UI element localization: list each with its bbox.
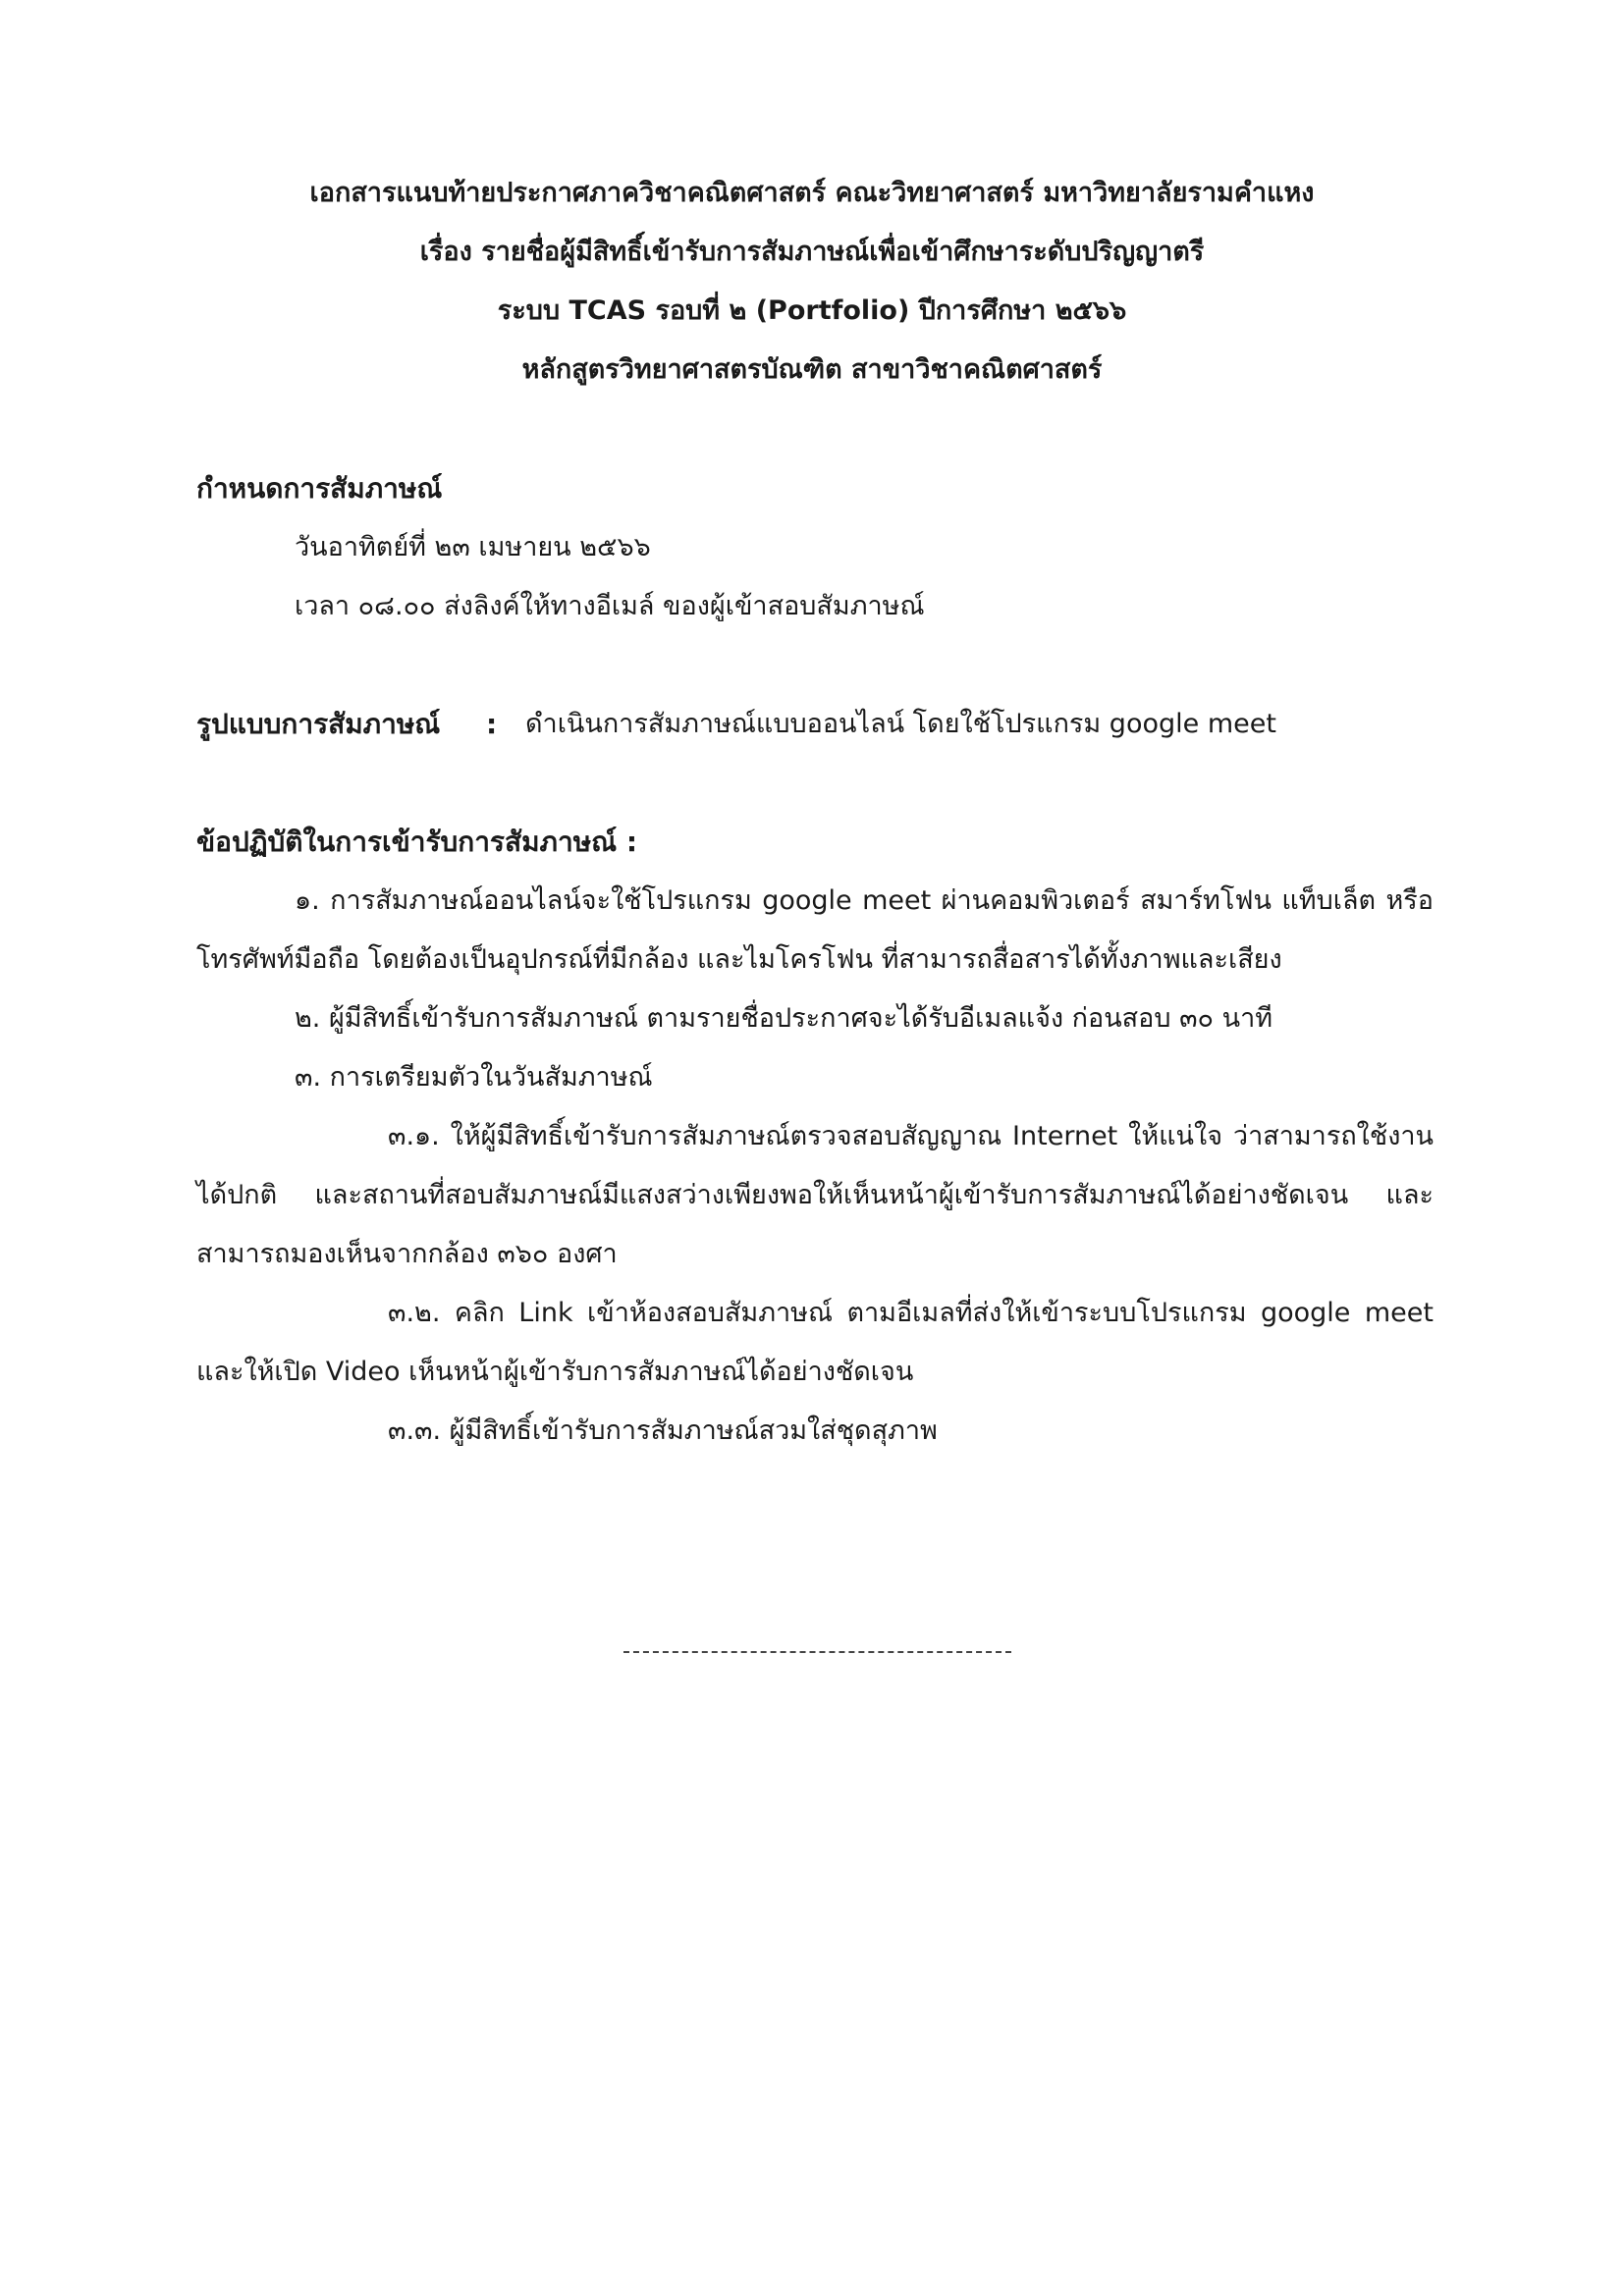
rule-item-3-2 <box>196 1284 1434 1402</box>
schedule-heading: กำหนดการสัมภาษณ์ <box>196 472 443 505</box>
format-heading: รูปแบบการสัมภาษณ์ <box>196 708 441 740</box>
rules-heading: ข้อปฏิบัติในการเข้ารับการสัมภาษณ์ : <box>196 826 638 858</box>
rule-item-3-1 <box>196 1107 1434 1284</box>
rule-item-1-text: ๑. การสัมภาษณ์ออนไลน์จะใช้โปรแกรม google meet ผ่านคอมพิวเตอร์ สมาร์ทโฟน แท็บเล็ต หรือโทรศัพท์มือถือ โดยต้องเป็นอุปกรณ์ที่มีกล้อง และไมโครโฟน ที่สามารถสื่อสารได้ทั้งภาพและเสียง <box>196 885 1434 975</box>
rule-item-3-2-text: ๓.๒. คลิก Link เข้าห้องสอบสัมภาษณ์ ตามอีเมลที่ส่งให้เข้าระบบโปรแกรม google meet และให้เปิด Video เห็นหน้าผู้เข้ารับการสัมภาษณ์ได้อย่างชัดเจน <box>196 1298 1434 1387</box>
rule-item-3-3 <box>196 1402 1434 1461</box>
title-line-1: เอกสารแนบท้ายประกาศภาควิชาคณิตศาสตร์ คณะวิทยาศาสตร์ มหาวิทยาลัยรามคำแหง <box>309 178 1315 208</box>
title-line-3: ระบบ TCAS รอบที่ ๒ (Portfolio) ปีการศึกษา ๒๕๖๖ <box>497 295 1127 326</box>
format-text: ดำเนินการสัมภาษณ์แบบออนไลน์ โดยใช้โปรแกรม google meet <box>525 709 1276 739</box>
rule-item-3-3-text: ๓.๓. ผู้มีสิทธิ์เข้ารับการสัมภาษณ์สวมใส่ชุดสุภาพ <box>388 1415 938 1446</box>
rule-item-3-1-text: ๓.๑. ให้ผู้มีสิทธิ์เข้ารับการสัมภาษณ์ตรวจสอบสัญญาณ Internet ให้แน่ใจ ว่าสามารถใช้งานได้ปกติ และสถานที่สอบสัมภาษณ์มีแสงสว่างเพียงพอให้เห็นหน้าผู้เข้ารับการสัมภาษณ์ได้อย่างชัดเจน และสามารถมองเห็นจากกล้อง ๓๖๐ องศา <box>196 1121 1434 1269</box>
rule-item-3-text: ๓. การเตรียมตัวในวันสัมภาษณ์ <box>295 1062 653 1093</box>
rule-item-1 <box>196 872 1434 989</box>
title-line-4: หลักสูตรวิทยาศาสตรบัณฑิต สาขาวิชาคณิตศาสตร์ <box>521 354 1103 385</box>
title-line-2: เรื่อง รายชื่อผู้มีสิทธิ์เข้ารับการสัมภาษณ์เพื่อเข้าศึกษาระดับปริญญาตรี <box>419 237 1205 267</box>
format-colon: : <box>486 708 498 740</box>
end-divider <box>623 1651 1011 1653</box>
rule-item-2-text: ๒. ผู้มีสิทธิ์เข้ารับการสัมภาษณ์ ตามรายชื่อประกาศจะได้รับอีเมลแจ้ง ก่อนสอบ ๓๐ นาที <box>295 1003 1273 1034</box>
schedule-date: วันอาทิตย์ที่ ๒๓ เมษายน ๒๕๖๖ <box>295 532 651 562</box>
schedule-time: เวลา ๐๘.๐๐ ส่งลิงค์ให้ทางอีเมล์ ของผู้เข้าสอบสัมภาษณ์ <box>295 591 925 621</box>
rule-item-3 <box>196 1048 1434 1107</box>
rule-item-2 <box>196 989 1434 1048</box>
